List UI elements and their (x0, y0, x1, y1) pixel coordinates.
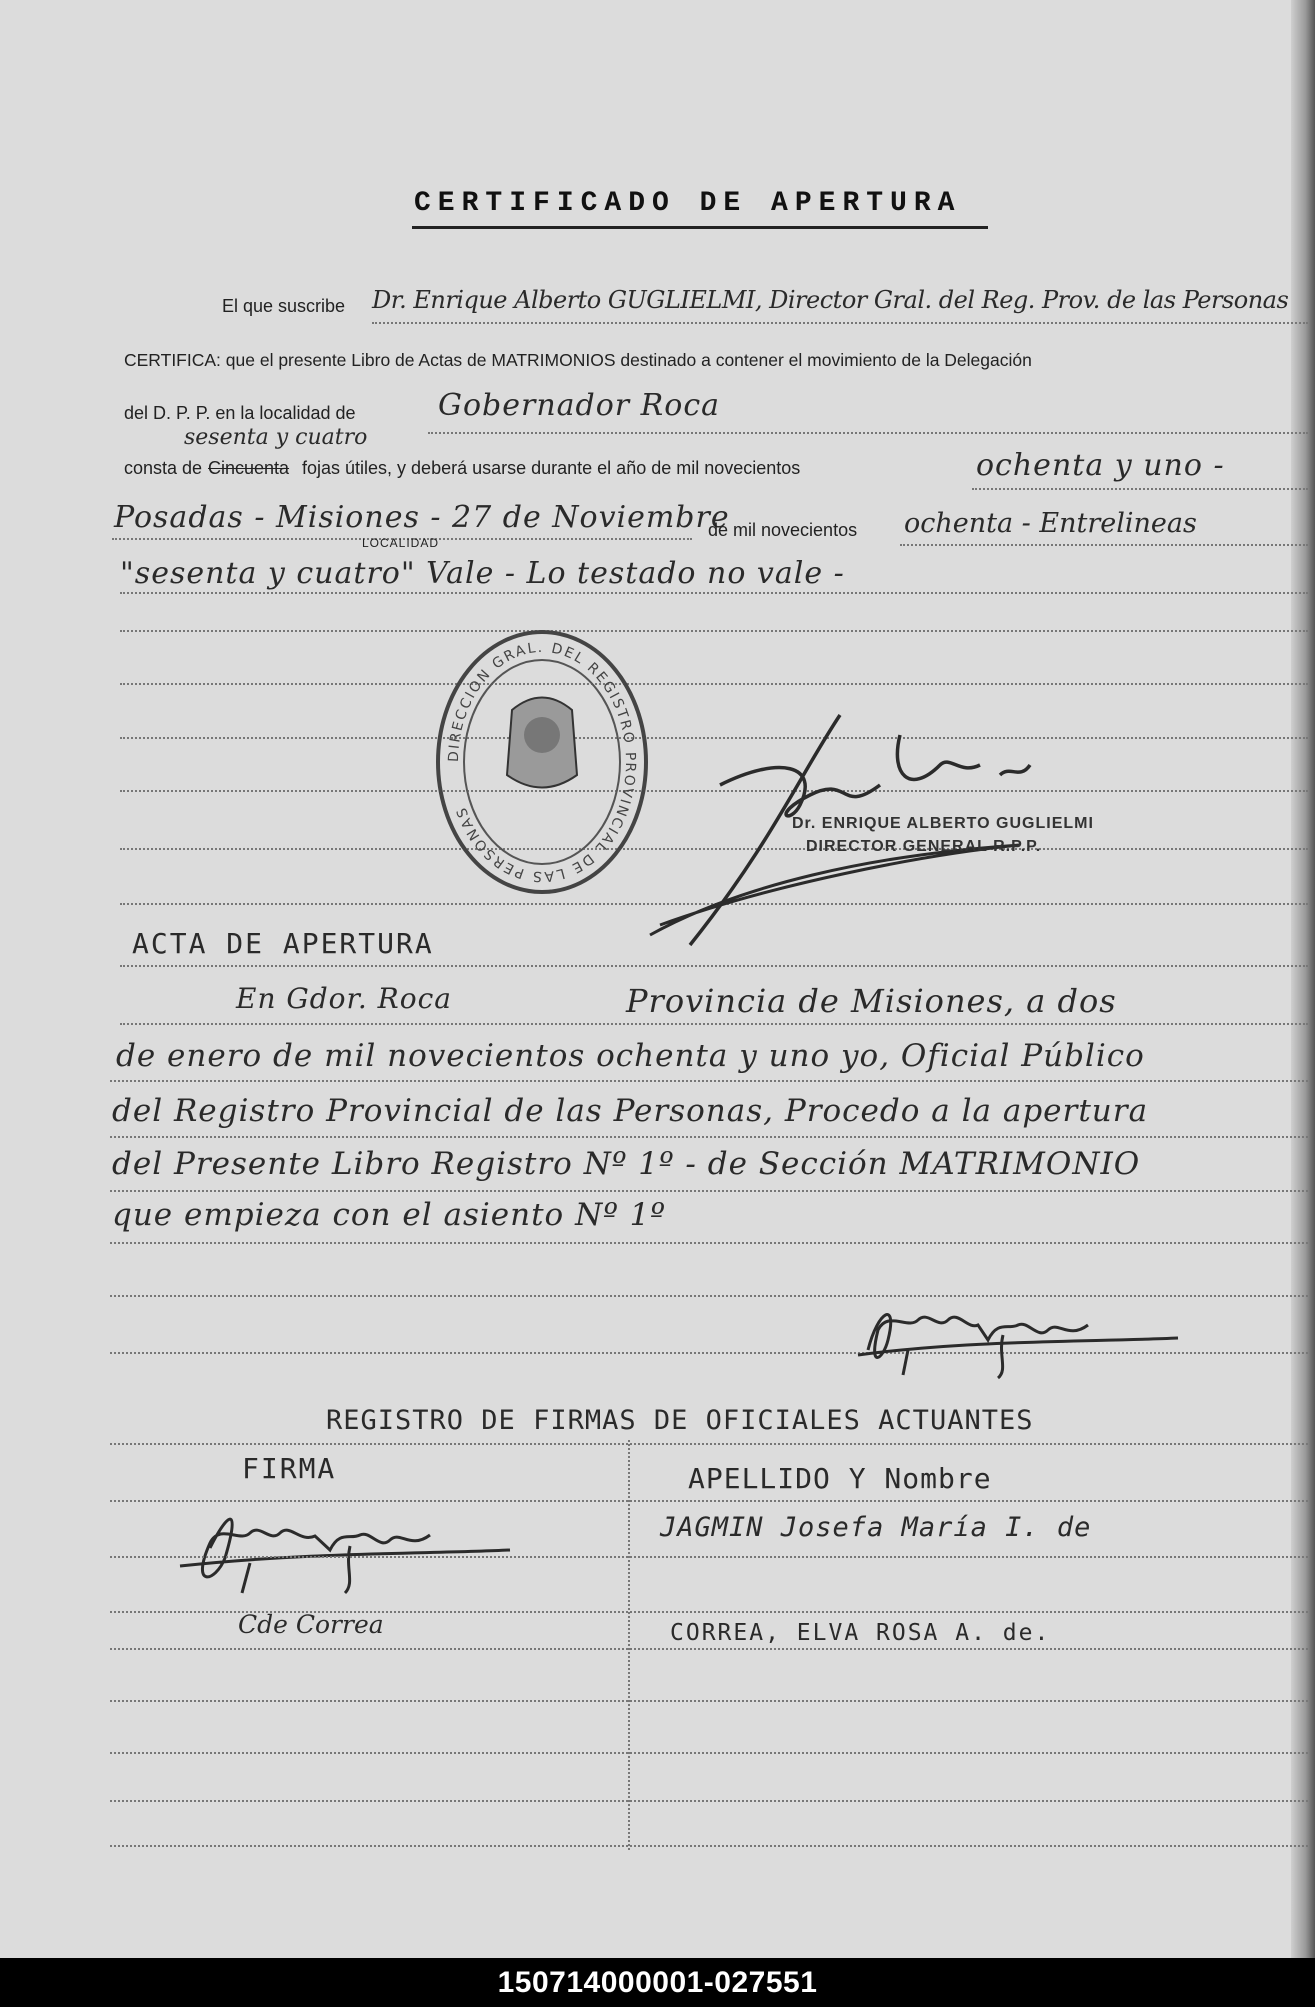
dotted-line (120, 965, 1308, 967)
dotted-line (110, 1700, 1308, 1702)
column-firma: FIRMA (242, 1452, 337, 1485)
page-edge-shadow (1291, 0, 1315, 1958)
localidad-caption: LOCALIDAD (362, 536, 440, 550)
row1-signature (170, 1488, 520, 1598)
consta-prefix: consta de (124, 458, 203, 478)
de-mil-label: de mil novecientos (708, 520, 858, 540)
dotted-line (110, 1136, 1308, 1138)
row2-nombre: CORREA, ELVA ROSA A. de. (670, 1620, 1051, 1646)
year-value: ochenta y uno - (976, 448, 1225, 483)
dotted-line (110, 1443, 1308, 1445)
dotted-line (972, 488, 1308, 490)
signer-name: Dr. ENRIQUE ALBERTO GUGLIELMI (792, 815, 1094, 832)
certifica-text: CERTIFICA: que el presente Libro de Actas de MATRIMONIOS destinado a contener el movimiento de la Delegación (124, 350, 1032, 370)
year2-value: ochenta - Entrelineas (904, 508, 1197, 539)
acta-line1-place: En Gdor. Roca (236, 982, 452, 1015)
acta-line2: de enero de mil novecientos ochenta y uno yo, Oficial Público (116, 1038, 1145, 1074)
consta-text: fojas útiles, y deberá usarse durante el año de mil novecientos (302, 458, 801, 478)
place-date: Posadas - Misiones - 27 de Noviembre (114, 500, 730, 535)
dotted-line (110, 1080, 1308, 1082)
suscribe-value: Dr. Enrique Alberto GUGLIELMI, Director Gral. del Reg. Prov. de las Personas (372, 286, 1289, 314)
dotted-line (110, 1800, 1308, 1802)
officer-signature (848, 1280, 1188, 1380)
acta-line5: que empieza con el asiento Nº 1º (112, 1197, 666, 1233)
acta-line1-province: Provincia de Misiones, a dos (626, 982, 1117, 1020)
dotted-line (428, 432, 1308, 434)
title-underline (412, 226, 988, 229)
dotted-line (372, 322, 1308, 324)
dotted-line (110, 1845, 1308, 1847)
suscribe-label: El que suscribe (222, 296, 346, 316)
acta-line3: del Registro Provincial de las Personas, Procedo a la apertura (112, 1093, 1149, 1129)
signer-title: DIRECTOR GENERAL R.P.P. (806, 838, 1042, 855)
official-seal-stamp (432, 625, 652, 900)
stamp-text: DIRECCION GRAL. DEL REGISTRO PROVINCIAL DE LAS PERSONAS (445, 639, 639, 885)
acta-line4: del Presente Libro Registro Nº 1º - de Sección MATRIMONIO (112, 1146, 1141, 1182)
localidad-value: Gobernador Roca (438, 388, 721, 423)
dotted-line (120, 630, 1308, 632)
dotted-line (110, 1648, 1308, 1650)
dotted-line (120, 1023, 1308, 1025)
interlined-text: sesenta y cuatro (184, 425, 368, 450)
scan-id-footer: 150714000001-027551 (0, 1958, 1315, 2007)
acta-heading: ACTA DE APERTURA (132, 927, 434, 960)
row2-firma: Cde Correa (238, 1610, 384, 1639)
dotted-line (110, 1752, 1308, 1754)
dotted-line (110, 1242, 1308, 1244)
registro-heading: REGISTRO DE FIRMAS DE OFICIALES ACTUANTES (326, 1405, 1034, 1436)
document-title: CERTIFICADO DE APERTURA (414, 188, 962, 219)
row1-nombre: JAGMIN Josefa María I. de (660, 1512, 1092, 1543)
dpp-label: del D. P. P. en la localidad de (124, 403, 356, 423)
dotted-line (120, 592, 1308, 594)
dotted-line (900, 544, 1308, 546)
dotted-line (120, 683, 1308, 685)
dotted-line (110, 1556, 1308, 1558)
dotted-line (110, 1190, 1308, 1192)
note-line: "sesenta y cuatro" Vale - Lo testado no vale - (120, 556, 845, 591)
column-nombre: APELLIDO Y Nombre (688, 1462, 992, 1495)
consta-struck-word: Cincuenta (208, 458, 290, 478)
